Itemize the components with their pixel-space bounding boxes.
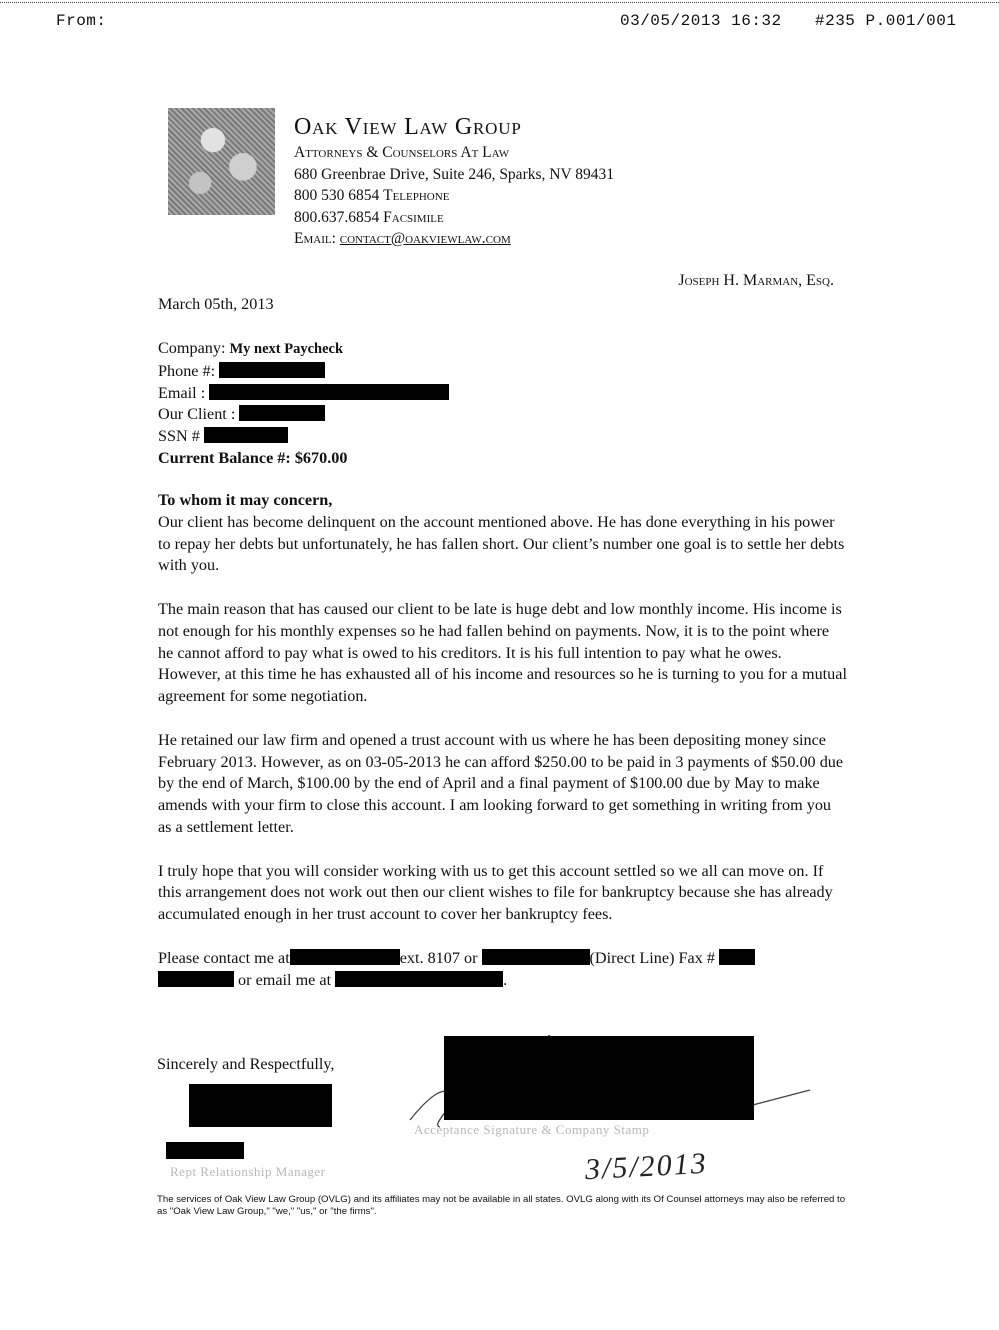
redaction-bar: [239, 405, 325, 421]
email-label: Email :: [158, 383, 206, 402]
company-row: [158, 338, 848, 361]
redaction-bar: [209, 384, 449, 400]
ssn-row: [158, 426, 848, 448]
phone-label: Phone #:: [158, 361, 216, 380]
fax-page-info: #235 P.001/001: [815, 12, 957, 30]
telephone-label: Telephone: [383, 187, 450, 204]
client-row: [158, 404, 848, 426]
paragraph-4: I truly hope that you will consider working with us to get this account settled so we all can move on. If this arrangement does not work out then our client wishes to file for bankruptcy because she has already accumulated enough in her trust account to cover her bankruptcy fees.: [158, 861, 833, 924]
redaction-signature: [444, 1036, 754, 1120]
contact-ext: ext. 8107 or: [399, 948, 478, 967]
letter-date: March 05th, 2013: [158, 295, 274, 313]
redaction-bar: [204, 427, 288, 443]
attorney-name: Joseph H. Marman, Esq.: [678, 272, 834, 289]
contact-email-prefix: or email me at: [238, 970, 332, 989]
paragraph-2: The main reason that has caused our client to be late is huge debt and low monthly income. His income is not enough for his monthly expenses so he had fallen behind on payments. Now, it is to the point where he cannot afford to pay what is owed to his creditors. It is his full intention to pay what he owes. However, at this time he has exhausted all of his income and resources so he is turning to you for a mutual agreement for some negotiation.: [158, 599, 847, 706]
balance-row: [158, 448, 848, 470]
acceptance-label: Acceptance Signature & Company Stamp: [414, 1122, 650, 1137]
letterhead: [294, 112, 614, 250]
letter-body: [158, 490, 848, 991]
fax-datetime: 03/05/2013 16:32: [620, 12, 782, 30]
contact-line: [158, 948, 848, 970]
email-row: [158, 383, 848, 405]
firm-telephone: [294, 185, 614, 207]
contact-direct: (Direct Line) Fax #: [589, 948, 715, 967]
company-value: My next Paycheck: [229, 341, 344, 357]
closing: Sincerely and Respectfully,: [157, 1055, 335, 1073]
contact-end: .: [503, 970, 508, 989]
firm-email: [294, 228, 614, 250]
facsimile-label: Facsimile: [383, 208, 444, 226]
paragraph-3: He retained our law firm and opened a trust account with us where he has been depositing money since February 2013. However, as on 03-05-2013 he can afford $250.00 to be paid in 3 payments of $50.00 due by the end of March, $100.00 by the end of April and a final payment of $100.00 due by May to make amends with your firm to close this account. I am looking forward to get something in writing from you as a settlement letter.: [158, 730, 844, 836]
redaction-title: [166, 1142, 244, 1159]
handwritten-date: 3/5/2013: [584, 1146, 709, 1187]
fax-from-label: From:: [56, 12, 107, 30]
contact-line-2: [158, 970, 848, 992]
firm-name: Oak View Law Group: [294, 114, 522, 140]
redaction-bar: [219, 362, 325, 378]
redaction-bar: [290, 949, 400, 965]
fax-top-border: [0, 2, 999, 3]
redaction-bar: [158, 971, 234, 987]
disclaimer: The services of Oak View Law Group (OVLG) and its affiliates may not be available in all states. OVLG along with its Of Counsel attorneys may also be referred to as "Oak View Law Group," "we," "us," or "the firms".: [157, 1194, 846, 1217]
redaction-name: [189, 1084, 332, 1127]
company-label: Company:: [158, 339, 226, 357]
telephone-number: 800 530 6854: [294, 187, 380, 204]
firm-logo: [168, 108, 275, 215]
redaction-bar: [335, 971, 503, 987]
paragraph-1: Our client has become delinquent on the account mentioned above. He has done everything in his power to repay her debts but unfortunately, he has fallen short. Our client’s number one goal is to settle her debts with you.: [158, 512, 845, 575]
redaction-bar: [719, 949, 755, 965]
balance-value: $670.00: [294, 448, 348, 467]
redaction-bar: [482, 949, 590, 965]
firm-tagline: Attorneys & Counselors At Law: [294, 144, 510, 161]
phone-row: [158, 361, 848, 383]
manager-label: Rept Relationship Manager: [170, 1164, 326, 1179]
email-link[interactable]: contact@oakviewlaw.com: [339, 230, 511, 247]
account-fields: [158, 338, 848, 470]
email-label: Email:: [294, 230, 336, 247]
contact-prefix: Please contact me at: [158, 948, 290, 967]
facsimile-number: 800.637.6854: [294, 208, 380, 226]
client-label: Our Client :: [158, 405, 236, 424]
firm-facsimile: [294, 207, 614, 229]
salutation: To whom it may concern,: [158, 491, 333, 509]
firm-address: 680 Greenbrae Drive, Suite 246, Sparks, NV 89431: [294, 165, 614, 183]
balance-label: Current Balance #:: [158, 448, 291, 467]
ssn-label: SSN #: [158, 427, 200, 446]
